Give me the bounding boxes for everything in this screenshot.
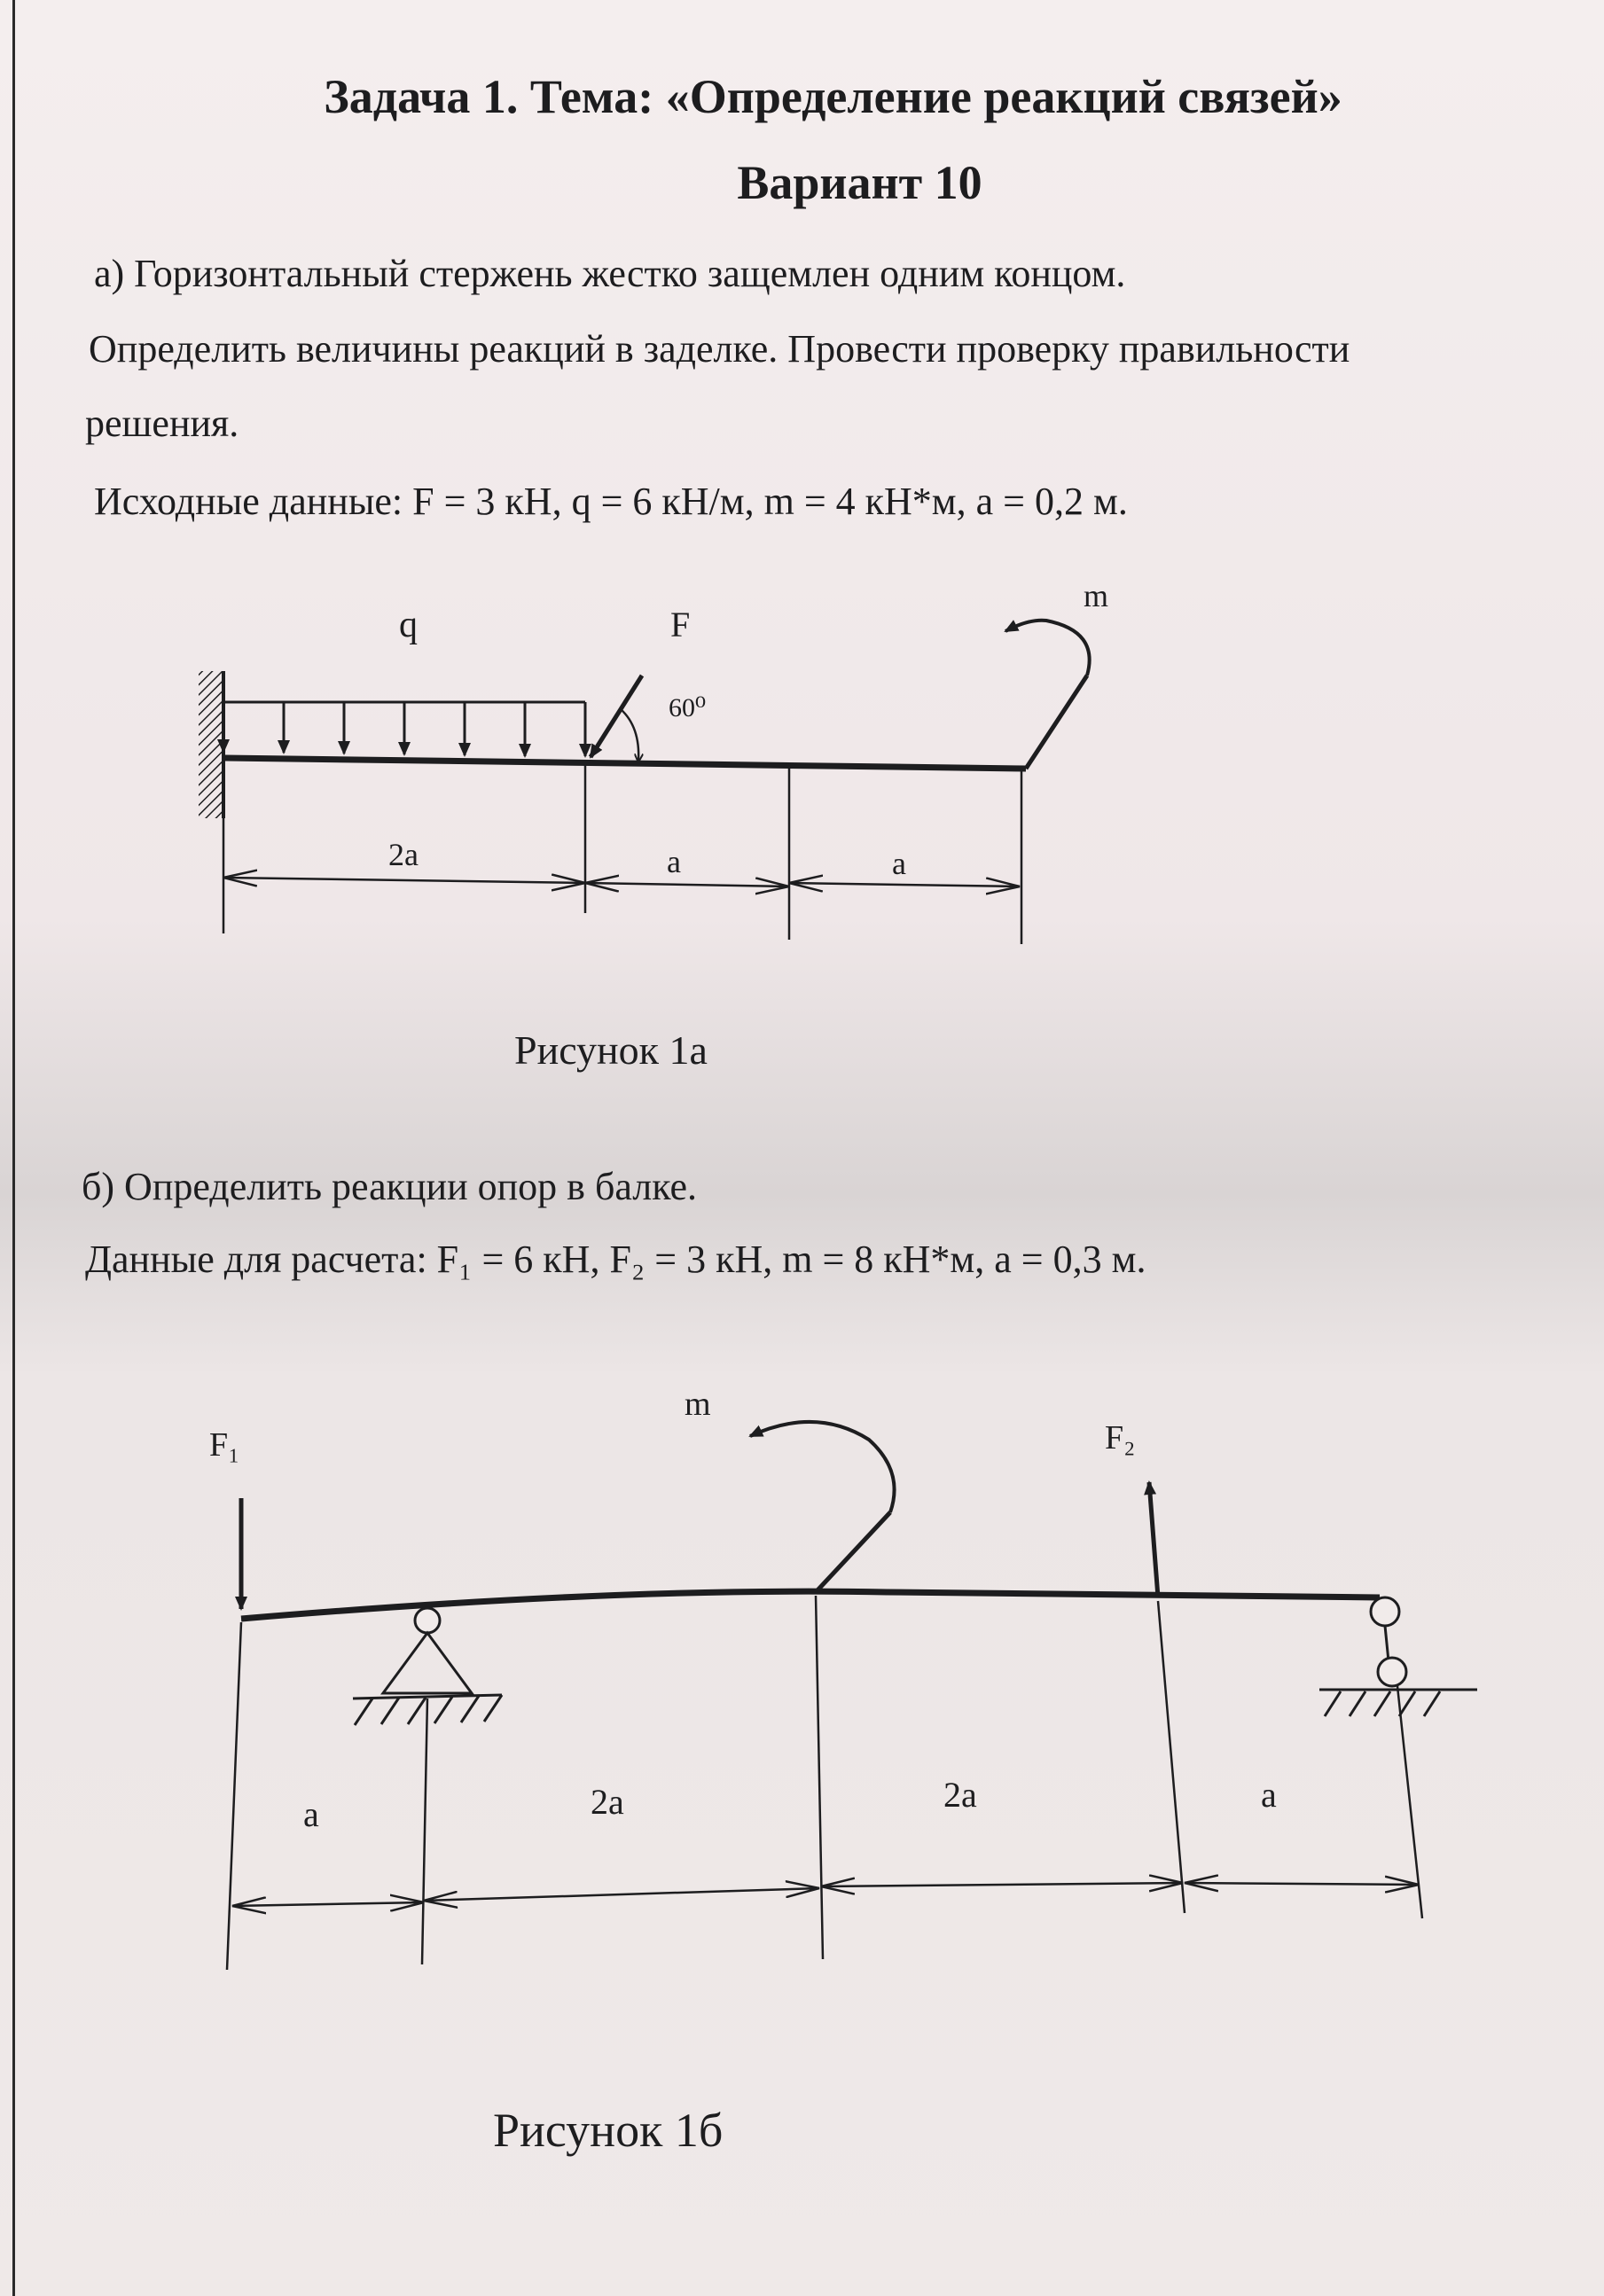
roller-support-bottom-hinge	[1378, 1658, 1406, 1686]
pin-support-hinge	[415, 1608, 440, 1633]
label-angle: 60⁰	[669, 693, 707, 722]
label-m-a: m	[1084, 578, 1109, 613]
dim-2a-b2: 2a	[943, 1775, 977, 1815]
label-F2: F₂	[1105, 1419, 1136, 1456]
dim-2a-a: 2a	[388, 837, 419, 872]
roller-support-link	[1385, 1626, 1389, 1661]
pin-support-triangle	[383, 1633, 472, 1693]
dimension-lines-b	[232, 1883, 1419, 1906]
force-F2-arrow	[1149, 1482, 1158, 1597]
part-a-line-2: Определить величины реакций в заделке. Провести проверку правильности	[89, 327, 1350, 371]
dim-a-2: a	[892, 846, 906, 881]
task-title: Задача 1. Тема: «Определение реакций связей»	[324, 70, 1342, 123]
beam-b	[241, 1591, 1380, 1619]
dimension-extension-lines-b	[227, 1596, 1422, 1970]
dim-2a-b1: 2a	[591, 1782, 624, 1822]
part-a-line-3: решения.	[85, 402, 239, 445]
moment-arm-b	[816, 1512, 890, 1592]
part-a-line-1: а) Горизонтальный стержень жестко защемлен одним концом.	[94, 252, 1126, 295]
part-b-given-data: Данные для расчета: F₁ = 6 кН, F₂ = 3 кН, m = 8 кН*м, a = 0,3 м.	[85, 1238, 1146, 1281]
dim-a-b1: a	[303, 1794, 319, 1834]
roller-support-hatch	[1325, 1691, 1440, 1716]
label-F: F	[670, 605, 691, 644]
variant-heading: Вариант 10	[737, 156, 982, 209]
label-q: q	[399, 605, 418, 645]
label-m-b: m	[685, 1386, 711, 1423]
label-F1: F₁	[209, 1426, 240, 1464]
dim-a-1: a	[667, 844, 681, 879]
part-a-given-data: Исходные данные: F = 3 кН, q = 6 кН/м, m = 4 кН*м, a = 0,2 м.	[94, 480, 1128, 523]
figure-1a-caption: Рисунок 1а	[514, 1027, 708, 1073]
dim-a-b2: a	[1261, 1775, 1277, 1815]
moment-m-b-arc	[750, 1422, 895, 1512]
figure-1b-caption: Рисунок 1б	[493, 2104, 724, 2157]
part-b-line-1: б) Определить реакции опор в балке.	[82, 1165, 698, 1208]
roller-support-top-hinge	[1371, 1597, 1399, 1626]
